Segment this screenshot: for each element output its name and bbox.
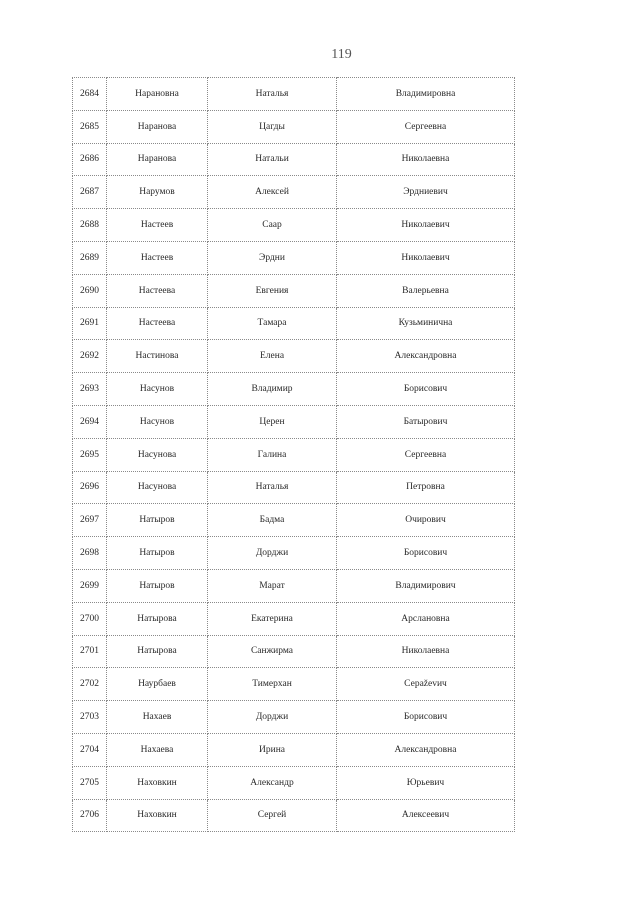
surname-cell: Натыров bbox=[107, 504, 208, 537]
patronymic-cell: Петровна bbox=[337, 471, 515, 504]
record-number: 2696 bbox=[73, 471, 107, 504]
record-number: 2693 bbox=[73, 373, 107, 406]
record-number: 2686 bbox=[73, 143, 107, 176]
surname-cell: Настинова bbox=[107, 340, 208, 373]
first-name-cell: Дорджи bbox=[208, 701, 337, 734]
first-name-cell: Сергей bbox=[208, 799, 337, 832]
first-name-cell: Бадма bbox=[208, 504, 337, 537]
patronymic-cell: Сераževич bbox=[337, 668, 515, 701]
surname-cell: Настеева bbox=[107, 307, 208, 340]
record-number: 2689 bbox=[73, 241, 107, 274]
patronymic-cell: Сергеевна bbox=[337, 110, 515, 143]
record-number: 2690 bbox=[73, 274, 107, 307]
record-number: 2692 bbox=[73, 340, 107, 373]
first-name-cell: Санжирма bbox=[208, 635, 337, 668]
record-number: 2705 bbox=[73, 766, 107, 799]
table-row bbox=[73, 274, 515, 307]
table-row bbox=[73, 438, 515, 471]
record-number: 2700 bbox=[73, 602, 107, 635]
first-name-cell: Наталья bbox=[208, 471, 337, 504]
patronymic-cell: Борисович bbox=[337, 537, 515, 570]
patronymic-cell: Батырович bbox=[337, 405, 515, 438]
first-name-cell: Екатерина bbox=[208, 602, 337, 635]
surname-cell: Нарумов bbox=[107, 176, 208, 209]
patronymic-cell: Николаевич bbox=[337, 241, 515, 274]
first-name-cell: Натальи bbox=[208, 143, 337, 176]
patronymic-cell: Александровна bbox=[337, 733, 515, 766]
table-row bbox=[73, 373, 515, 406]
first-name-cell: Тамара bbox=[208, 307, 337, 340]
table-row bbox=[73, 176, 515, 209]
roster-table bbox=[72, 77, 515, 832]
first-name-cell: Евгения bbox=[208, 274, 337, 307]
record-number: 2701 bbox=[73, 635, 107, 668]
first-name-cell: Галина bbox=[208, 438, 337, 471]
surname-cell: Натырова bbox=[107, 602, 208, 635]
record-number: 2695 bbox=[73, 438, 107, 471]
patronymic-cell: Алексеевич bbox=[337, 799, 515, 832]
table-row bbox=[73, 733, 515, 766]
record-number: 2684 bbox=[73, 78, 107, 111]
surname-cell: Натырова bbox=[107, 635, 208, 668]
table-row bbox=[73, 78, 515, 111]
patronymic-cell: Валерьевна bbox=[337, 274, 515, 307]
first-name-cell: Тимерхан bbox=[208, 668, 337, 701]
record-number: 2687 bbox=[73, 176, 107, 209]
surname-cell: Наранова bbox=[107, 143, 208, 176]
first-name-cell: Саар bbox=[208, 209, 337, 242]
first-name-cell: Эрдни bbox=[208, 241, 337, 274]
patronymic-cell: Владимирович bbox=[337, 569, 515, 602]
table-row bbox=[73, 504, 515, 537]
surname-cell: Насунова bbox=[107, 438, 208, 471]
record-number: 2702 bbox=[73, 668, 107, 701]
table-row bbox=[73, 701, 515, 734]
table-row bbox=[73, 602, 515, 635]
surname-cell: Наранова bbox=[107, 110, 208, 143]
surname-cell: Настеев bbox=[107, 209, 208, 242]
patronymic-cell: Николаевна bbox=[337, 143, 515, 176]
surname-cell: Нахаев bbox=[107, 701, 208, 734]
patronymic-cell: Николаевич bbox=[337, 209, 515, 242]
record-number: 2688 bbox=[73, 209, 107, 242]
table-row bbox=[73, 471, 515, 504]
patronymic-cell: Борисович bbox=[337, 373, 515, 406]
record-number: 2697 bbox=[73, 504, 107, 537]
first-name-cell: Ирина bbox=[208, 733, 337, 766]
patronymic-cell: Юрьевич bbox=[337, 766, 515, 799]
patronymic-cell: Александровна bbox=[337, 340, 515, 373]
record-number: 2704 bbox=[73, 733, 107, 766]
page-number: 119 bbox=[331, 47, 352, 62]
record-number: 2685 bbox=[73, 110, 107, 143]
surname-cell: Настеева bbox=[107, 274, 208, 307]
table-row bbox=[73, 110, 515, 143]
table-row bbox=[73, 799, 515, 832]
first-name-cell: Марат bbox=[208, 569, 337, 602]
patronymic-cell: Борисович bbox=[337, 701, 515, 734]
table-row bbox=[73, 635, 515, 668]
patronymic-cell: Кузьминична bbox=[337, 307, 515, 340]
table-row bbox=[73, 241, 515, 274]
first-name-cell: Алексей bbox=[208, 176, 337, 209]
record-number: 2698 bbox=[73, 537, 107, 570]
roster-body bbox=[73, 78, 515, 832]
patronymic-cell: Арслановна bbox=[337, 602, 515, 635]
surname-cell: Наховкин bbox=[107, 799, 208, 832]
record-number: 2706 bbox=[73, 799, 107, 832]
first-name-cell: Церен bbox=[208, 405, 337, 438]
first-name-cell: Елена bbox=[208, 340, 337, 373]
surname-cell: Насунова bbox=[107, 471, 208, 504]
patronymic-cell: Николаевна bbox=[337, 635, 515, 668]
table-row bbox=[73, 537, 515, 570]
record-number: 2699 bbox=[73, 569, 107, 602]
patronymic-cell: Очирович bbox=[337, 504, 515, 537]
surname-cell: Натыров bbox=[107, 569, 208, 602]
table-row bbox=[73, 143, 515, 176]
record-number: 2691 bbox=[73, 307, 107, 340]
table-row bbox=[73, 668, 515, 701]
table-row bbox=[73, 340, 515, 373]
first-name-cell: Цагды bbox=[208, 110, 337, 143]
surname-cell: Нахаева bbox=[107, 733, 208, 766]
first-name-cell: Дорджи bbox=[208, 537, 337, 570]
record-number: 2703 bbox=[73, 701, 107, 734]
surname-cell: Насунов bbox=[107, 405, 208, 438]
record-number: 2694 bbox=[73, 405, 107, 438]
first-name-cell: Наталья bbox=[208, 78, 337, 111]
patronymic-cell: Сергеевна bbox=[337, 438, 515, 471]
table-row bbox=[73, 569, 515, 602]
table-row bbox=[73, 307, 515, 340]
table-row bbox=[73, 766, 515, 799]
surname-cell: Настеев bbox=[107, 241, 208, 274]
table-row bbox=[73, 209, 515, 242]
table-row bbox=[73, 405, 515, 438]
patronymic-cell: Эрдниевич bbox=[337, 176, 515, 209]
first-name-cell: Александр bbox=[208, 766, 337, 799]
surname-cell: Нарановна bbox=[107, 78, 208, 111]
surname-cell: Наховкин bbox=[107, 766, 208, 799]
surname-cell: Натыров bbox=[107, 537, 208, 570]
patronymic-cell: Владимировна bbox=[337, 78, 515, 111]
surname-cell: Насунов bbox=[107, 373, 208, 406]
surname-cell: Наурбаев bbox=[107, 668, 208, 701]
first-name-cell: Владимир bbox=[208, 373, 337, 406]
